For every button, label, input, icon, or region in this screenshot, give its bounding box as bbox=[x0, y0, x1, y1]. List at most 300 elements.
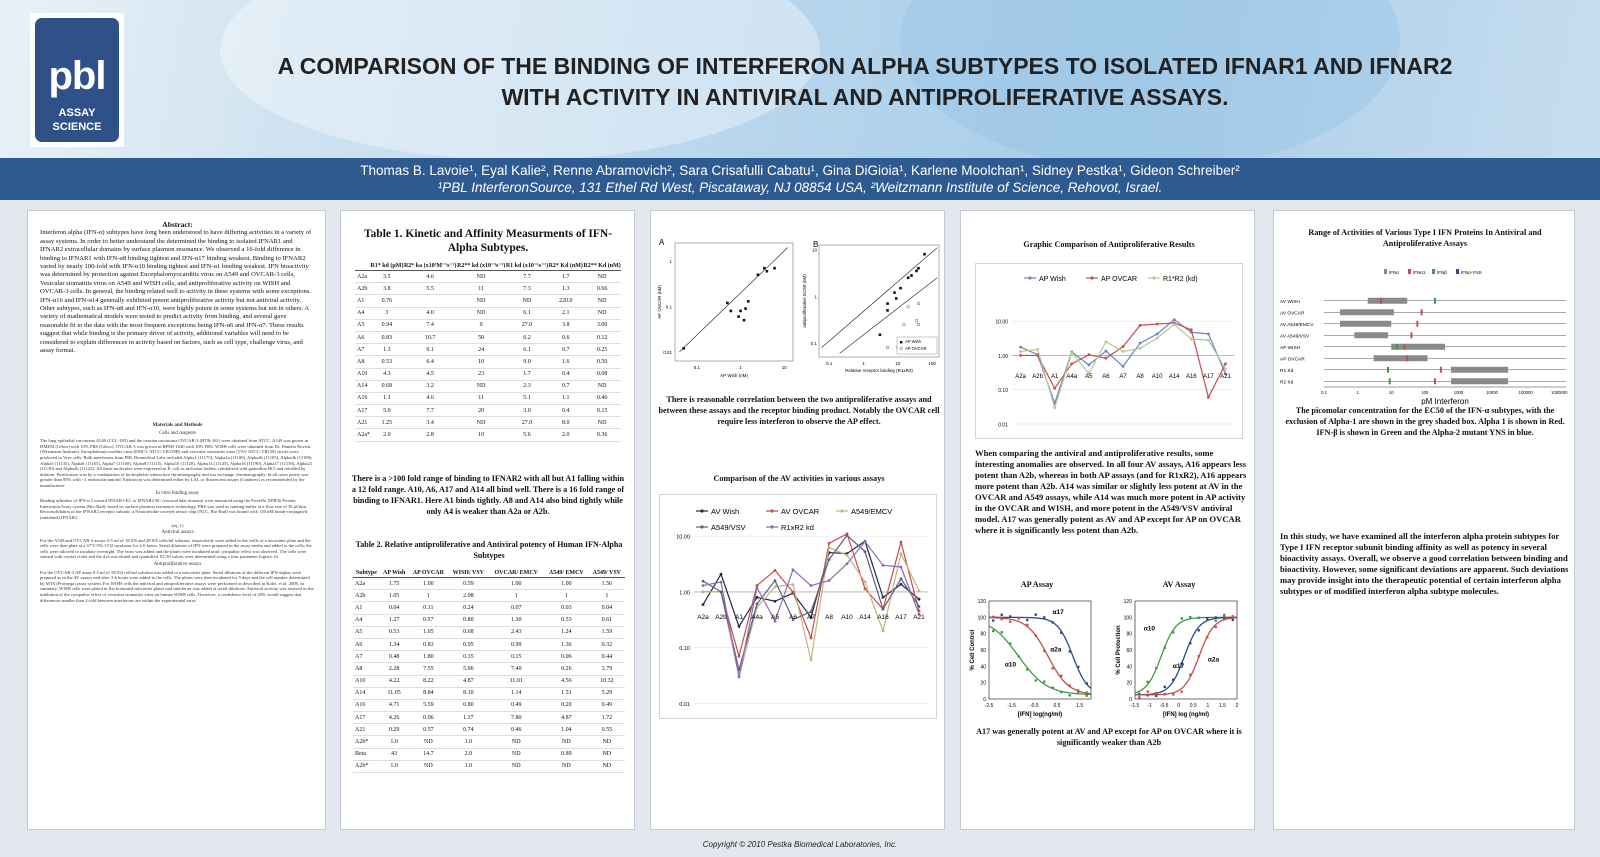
range-marker bbox=[1406, 355, 1408, 361]
x-tick-label: -0.5 bbox=[1030, 703, 1039, 709]
data-point bbox=[1190, 328, 1193, 331]
table2-cell: 0.55 bbox=[589, 724, 625, 736]
scatter-caption: There is reasonable correlation between the two antiproliferative assays and between these assays and the receptor binding product. Notably the OVCAR cell require less interferon to observe the AP effect. bbox=[658, 395, 940, 426]
table2-cell: 0.03 bbox=[544, 602, 589, 614]
data-point bbox=[744, 307, 747, 310]
table2-cell: A4 bbox=[353, 614, 380, 626]
table1-cell: 4.6 bbox=[404, 271, 457, 283]
logo-text: pbl bbox=[48, 54, 106, 98]
curve-label: α17 bbox=[1172, 662, 1185, 670]
table2-cell: A17 bbox=[353, 712, 380, 724]
ap-comparison-chart bbox=[976, 264, 1242, 438]
range-bar bbox=[1451, 378, 1508, 384]
data-point bbox=[1173, 318, 1176, 321]
title-line-2: WITH ACTIVITY IN ANTIVIRAL AND ANTIPROLIFERATIVE ASSAYS. bbox=[501, 84, 1229, 110]
table1-cell: 0.25 bbox=[583, 344, 621, 356]
scatter-chart-b bbox=[799, 233, 944, 383]
table2-cell: 11.05 bbox=[380, 687, 409, 699]
data-point bbox=[1009, 621, 1011, 623]
table2-cell: 6.26 bbox=[544, 663, 589, 675]
methods-paragraph: For the OVCAR-3 AP assay 0.5 ml of 1E104 cell/ml solution was added to a microtiter plate. Serial dilutions of the different IFN-alphas were prepared as in the AV assays and after 3-6 hours were added to the cells. The plates were then incubated for 5 days and the cell number determined by MTS (Promega) assay system. For WISH cells the antiviral and antiproliferative assays were performed as described in Kalie, et al. 2008. In summary, WISH cells were plated in flat bottomed microtiter plates and interferon was added at serial dilutions. Antiviral activity was assayed as the inhibition of the cytopathic effect of vesicular stomatitis virus on human WISH cells. Therefore, a confidence level of 20% would suggest that differences smaller than 2-fold between interferons are within the experimental error. bbox=[40, 569, 314, 603]
data-point bbox=[1224, 368, 1227, 371]
table1-cell: 2.3 bbox=[506, 380, 549, 392]
data-point bbox=[828, 542, 831, 545]
table2-cell: 0.74 bbox=[448, 724, 488, 736]
table1-cell: 2.0 bbox=[370, 429, 403, 441]
table1-cell: 220.0 bbox=[548, 295, 583, 307]
table1-row bbox=[355, 405, 621, 417]
table1-caption: There is a >100 fold range of binding to IFNAR2 with all but A1 falling within a 12 fold range. A10, A6, A17 and A14 all bind well. There is a 16 fold range of binding to IFNAR1. Here A1 binds tightly. A8 and A14 also bind tightly while only A4 is weaker than A2a or A2b. bbox=[351, 474, 625, 516]
table2-cell: 7.40 bbox=[488, 663, 544, 675]
data-point bbox=[1207, 332, 1210, 335]
data-point bbox=[1019, 354, 1022, 357]
category-label: A14 bbox=[1168, 374, 1180, 380]
x-tick-label: 1000 bbox=[1453, 390, 1464, 395]
table1-cell: ND bbox=[457, 307, 506, 319]
data-point bbox=[1035, 634, 1037, 636]
data-point bbox=[1035, 679, 1037, 681]
data-point bbox=[737, 315, 740, 318]
x-axis-label: AP Wish (nM) bbox=[720, 373, 748, 378]
data-point bbox=[1026, 668, 1028, 670]
data-point bbox=[1147, 681, 1149, 683]
y-tick-label: 80 bbox=[980, 631, 986, 638]
data-point bbox=[1181, 617, 1183, 619]
y-tick-label: 20 bbox=[980, 680, 986, 687]
table2-cell: 1.00 bbox=[544, 578, 589, 590]
table1-cell: ND bbox=[506, 295, 549, 307]
data-point bbox=[1026, 624, 1028, 626]
data-point bbox=[1164, 693, 1166, 695]
data-point bbox=[864, 587, 867, 590]
x-tick-label: 0.5 bbox=[1189, 703, 1197, 709]
legend-label: IFNα bbox=[1389, 270, 1399, 275]
category-label: A2a bbox=[1015, 374, 1026, 380]
data-point bbox=[756, 602, 759, 605]
x-tick-label: 100 bbox=[928, 361, 936, 366]
table2-cell: 1.0 bbox=[380, 760, 409, 772]
data-point bbox=[1139, 347, 1142, 350]
table1-cell: 0.94 bbox=[370, 319, 403, 331]
antiproliferative-panel bbox=[960, 210, 1255, 830]
data-point bbox=[1077, 666, 1079, 668]
table2-cell: 0.57 bbox=[408, 724, 448, 736]
y-axis-label: % Cell Protection bbox=[1116, 625, 1122, 675]
table1-header-cell: R2* ka (x10⁵M⁻¹s⁻¹) bbox=[403, 263, 457, 269]
av-comparison-chart bbox=[660, 495, 936, 718]
table1-row bbox=[355, 283, 621, 295]
table1-cell: 4.0 bbox=[404, 307, 457, 319]
data-point bbox=[1206, 617, 1208, 619]
table1-cell: ND bbox=[583, 295, 621, 307]
table1-cell: A5 bbox=[355, 319, 370, 331]
range-chart bbox=[1276, 259, 1574, 407]
y-tick-label: 0.01 bbox=[679, 701, 690, 708]
x-tick-label: -1 bbox=[1147, 703, 1152, 709]
y-tick-label: 0.10 bbox=[679, 646, 690, 653]
authors-bar bbox=[0, 158, 1600, 200]
legend-marker bbox=[700, 509, 703, 512]
table2-cell: A16 bbox=[353, 699, 380, 711]
table1-cell: 1.7 bbox=[506, 368, 549, 380]
table2-header-cell: AP Wish bbox=[380, 569, 409, 578]
av-assay-curve-chart bbox=[1111, 589, 1251, 719]
table2-cell: 1.80 bbox=[408, 651, 448, 663]
data-point bbox=[720, 573, 723, 576]
table2-cell: 0.83 bbox=[408, 638, 448, 650]
data-point bbox=[1069, 694, 1071, 696]
ap-ovcar-point bbox=[902, 323, 905, 326]
category-label: A17 bbox=[895, 614, 907, 621]
range-bar bbox=[1368, 298, 1408, 304]
x-axis-label: [IFN] log (ng/ml) bbox=[1163, 712, 1209, 718]
data-point bbox=[1060, 675, 1062, 677]
table2-cell: 0.07 bbox=[488, 602, 544, 614]
table2-cell: 5.06 bbox=[448, 663, 488, 675]
data-point bbox=[1215, 616, 1217, 618]
table2-row bbox=[353, 614, 625, 626]
table1-cell: 24 bbox=[457, 344, 506, 356]
data-point bbox=[1069, 685, 1071, 687]
methods bbox=[40, 421, 315, 605]
table2-cell: 1.72 bbox=[589, 712, 625, 724]
table2-cell: ND bbox=[589, 736, 625, 748]
data-point bbox=[810, 659, 813, 662]
table1-cell: ND bbox=[583, 417, 621, 429]
category-label: A7 bbox=[807, 614, 815, 621]
trend-line bbox=[679, 247, 787, 351]
table1-row bbox=[355, 295, 621, 307]
table2-cell: A2b* bbox=[353, 736, 380, 748]
y-tick-label: 40 bbox=[980, 664, 986, 671]
range-bar bbox=[1391, 344, 1445, 350]
table2-row bbox=[353, 712, 625, 724]
category-label: A6 bbox=[1102, 374, 1110, 380]
table2-cell: 1.0 bbox=[448, 760, 488, 772]
table1-cell: 0.6 bbox=[548, 331, 583, 343]
table1-cell: 1.6 bbox=[548, 356, 583, 368]
table1-cell: 4.6 bbox=[404, 392, 457, 404]
data-point bbox=[702, 580, 705, 583]
table1-cell: 1.1 bbox=[548, 392, 583, 404]
table2-cell: 0.99 bbox=[488, 638, 544, 650]
legend-label: IFNβ bbox=[1437, 270, 1447, 275]
y-tick-label: 120 bbox=[1123, 599, 1132, 605]
table1-cell: 1.1 bbox=[370, 392, 403, 404]
table1-cell: 0.36 bbox=[583, 429, 621, 441]
data-point bbox=[1172, 678, 1174, 680]
table2-cell: 1.05 bbox=[380, 590, 409, 602]
data-point bbox=[828, 579, 831, 582]
ap-assay-curve-chart bbox=[965, 589, 1105, 719]
table2-row bbox=[353, 736, 625, 748]
methods-sub-antiproliferative: Antiproliferative assays bbox=[153, 562, 202, 568]
table1-row bbox=[355, 319, 621, 331]
table1-cell: 11 bbox=[457, 392, 506, 404]
data-point bbox=[763, 267, 766, 270]
table2-cell: 0.06 bbox=[408, 712, 448, 724]
category-label: AV WISH bbox=[1280, 299, 1300, 305]
legend-marker bbox=[1028, 276, 1031, 279]
data-point bbox=[774, 569, 777, 572]
x-tick-label: -2.5 bbox=[984, 703, 994, 709]
x-tick-label: 1000000 bbox=[1551, 390, 1568, 395]
data-point bbox=[810, 584, 813, 587]
table2-cell: 4.22 bbox=[380, 675, 409, 687]
data-point bbox=[756, 596, 759, 599]
category-label: A14 bbox=[859, 614, 871, 621]
table1-cell: 0.7 bbox=[548, 380, 583, 392]
table1-cell: ND bbox=[583, 380, 621, 392]
table2-cell: 2.08 bbox=[448, 590, 488, 602]
table1-cell: ND bbox=[457, 380, 506, 392]
ap-ovcar-point bbox=[917, 323, 920, 326]
data-point bbox=[1001, 618, 1003, 620]
table1-cell: 1.3 bbox=[370, 344, 403, 356]
legend-label: AP Wish bbox=[905, 339, 921, 344]
table2-cell: 2.43 bbox=[488, 626, 544, 638]
table1-row bbox=[355, 417, 621, 429]
data-point bbox=[846, 562, 849, 565]
poster-header bbox=[0, 0, 1600, 158]
av-chart-frame bbox=[659, 494, 937, 719]
dose-response-curve bbox=[989, 617, 1091, 688]
table2-cell: 7.80 bbox=[488, 712, 544, 724]
av-assay-title: AV Assay bbox=[1162, 580, 1196, 589]
table2-cell: 1.51 bbox=[544, 687, 589, 699]
table1-cell: 0.15 bbox=[583, 405, 621, 417]
poster-title bbox=[160, 51, 1570, 113]
ap-ovcar-point bbox=[917, 302, 920, 305]
y-tick-label: 0.01 bbox=[663, 349, 672, 355]
table1-cell: 9.0 bbox=[506, 356, 549, 368]
table2-cell: A2a bbox=[353, 578, 380, 590]
data-point bbox=[1043, 680, 1045, 682]
table1-header-cell: R2** kd (x10⁻³s⁻¹) bbox=[457, 263, 506, 269]
data-point bbox=[1164, 647, 1166, 649]
y-tick-label: 0.10 bbox=[998, 388, 1008, 395]
table2-cell: 0.29 bbox=[380, 724, 409, 736]
data-point bbox=[882, 564, 885, 567]
table2-row bbox=[353, 663, 625, 675]
table2-header-cell: A549/ VSV bbox=[589, 569, 625, 578]
table2-cell: A21 bbox=[353, 724, 380, 736]
data-point bbox=[1026, 619, 1028, 621]
ap-wish-point bbox=[910, 274, 913, 277]
data-point bbox=[743, 319, 746, 322]
data-point bbox=[792, 568, 795, 571]
table2-cell: 4.71 bbox=[380, 699, 409, 711]
table2-row bbox=[353, 748, 625, 760]
y-tick-label: 10.00 bbox=[995, 319, 1008, 326]
data-point bbox=[1156, 323, 1159, 326]
table2-cell: 0.49 bbox=[589, 699, 625, 711]
data-point bbox=[1198, 629, 1200, 631]
data-point bbox=[1190, 338, 1193, 341]
legend-marker bbox=[840, 509, 843, 512]
table2-cell: A2b bbox=[353, 590, 380, 602]
data-point bbox=[900, 552, 903, 555]
x-tick-label: 1 bbox=[862, 361, 865, 366]
table2-cell: 4.87 bbox=[448, 675, 488, 687]
data-point bbox=[682, 347, 685, 350]
x-tick-label: 1 bbox=[739, 365, 742, 370]
table1-header-cell: R1* kd (μM) bbox=[370, 262, 404, 269]
data-point bbox=[1070, 351, 1073, 354]
table1-row bbox=[355, 271, 621, 283]
category-label: A2b bbox=[1032, 374, 1043, 380]
table2-cell: 2.0 bbox=[448, 748, 488, 760]
legend-label: A549/EMCV bbox=[851, 507, 893, 516]
table1-cell: 4.5 bbox=[404, 368, 457, 380]
data-point bbox=[900, 566, 903, 569]
table1-cell: 10.7 bbox=[404, 331, 457, 343]
data-point bbox=[720, 591, 723, 594]
pbl-logo bbox=[30, 13, 124, 147]
table1-block bbox=[355, 227, 621, 442]
data-point bbox=[757, 274, 760, 277]
table1-header-cell: R2** Kd (nM) bbox=[583, 262, 621, 269]
comparison-text: When comparing the antiviral and antiproliferative results, some interesting anomalies are observed. In all four AV assays, A16 appears less potent than A2b, whereas in both AP assays (and for R1xR2), A16 appears more potent than A2b. A14 was similar or slightly less potent at AV in the OVCAR and A549 assays, while A14 was much more potent in AP activity in the OVCAR and WISH, and more potent in the A549/VSV antiviral model. A17 was generally potent as AV and AP except for AP on OVCAR where it is significantly less potent than A2b. bbox=[975, 448, 1247, 535]
data-point bbox=[1155, 667, 1157, 669]
table2-cell: ND bbox=[589, 760, 625, 772]
table2-cell: 1.00 bbox=[408, 578, 448, 590]
ap-wish-point bbox=[915, 270, 918, 273]
data-point bbox=[864, 550, 867, 553]
ap-chart-frame bbox=[975, 263, 1243, 439]
table2-cell: A8 bbox=[353, 663, 380, 675]
data-point bbox=[1122, 365, 1125, 368]
y-tick-label: 20 bbox=[1126, 680, 1132, 687]
y-tick-label: 60 bbox=[1126, 648, 1132, 654]
table1-cell: 0.53 bbox=[370, 356, 403, 368]
category-label: R1 Kd bbox=[1280, 368, 1294, 374]
series-line bbox=[1021, 320, 1226, 404]
data-point bbox=[702, 603, 705, 606]
table2-cell: A5 bbox=[353, 626, 380, 638]
dose-response-curve bbox=[989, 618, 1091, 694]
table1-cell: ND bbox=[457, 295, 506, 307]
table1-title: Table 1. Kinetic and Affinity Measurments of IFN-Alpha Subtypes. bbox=[363, 228, 613, 254]
table2-cell: 5.59 bbox=[408, 699, 448, 711]
data-point bbox=[1122, 345, 1125, 348]
copyright: Copyright © 2010 Pestka Biomedical Laboratories, Inc. bbox=[702, 840, 898, 849]
data-point bbox=[1053, 387, 1056, 390]
table1-cell: 4.3 bbox=[370, 368, 403, 380]
table1-cell: 0.08 bbox=[583, 368, 621, 380]
table2-cell: 0.80 bbox=[448, 614, 488, 626]
table2-cell: 0.11 bbox=[408, 602, 448, 614]
x-tick-label: 2 bbox=[1235, 703, 1239, 709]
legend-marker bbox=[1384, 269, 1387, 274]
table1-cell: 0.68 bbox=[370, 380, 403, 392]
data-point bbox=[1070, 362, 1073, 365]
data-point bbox=[1156, 337, 1159, 340]
table1-cell: 2.0 bbox=[548, 429, 583, 441]
range-bar bbox=[1340, 309, 1394, 315]
table2-cell: 0.06 bbox=[544, 651, 589, 663]
legend-marker bbox=[1408, 269, 1411, 274]
legend-label: AP OVCAR bbox=[1101, 276, 1138, 283]
data-point bbox=[1086, 691, 1088, 693]
curve-label: α17 bbox=[1052, 609, 1064, 617]
table2-header-cell: OVCAR/ EMCV bbox=[488, 569, 544, 578]
y-tick-label: 0.01 bbox=[998, 422, 1008, 429]
data-point bbox=[1189, 616, 1191, 618]
table2-cell: 7.55 bbox=[408, 663, 448, 675]
data-point bbox=[774, 579, 777, 582]
range-marker bbox=[1380, 298, 1382, 304]
table1-cell: 3.2 bbox=[404, 380, 457, 392]
table1-cell: 3.8 bbox=[370, 283, 403, 295]
table2-cell: 1.0 bbox=[448, 736, 488, 748]
data-point bbox=[1232, 615, 1234, 617]
data-point bbox=[739, 310, 742, 313]
y-tick-label: 10 bbox=[811, 247, 817, 253]
table1-cell: 1.3 bbox=[548, 283, 583, 295]
table2-cell: ND bbox=[544, 760, 589, 772]
data-point bbox=[1053, 406, 1056, 409]
range-marker bbox=[1416, 321, 1418, 327]
legend-marker bbox=[1432, 269, 1435, 274]
table1-cell: 7.4 bbox=[404, 319, 457, 331]
curve-label: α2a bbox=[1207, 656, 1220, 664]
data-point bbox=[738, 675, 741, 678]
table2-cell: 0.04 bbox=[589, 602, 625, 614]
legend-label: A549/VSV bbox=[711, 523, 746, 532]
data-point bbox=[1086, 682, 1088, 684]
table2-cell: 43 bbox=[380, 748, 409, 760]
methods-sub-antiviral: Antiviral assays bbox=[161, 530, 194, 536]
x-tick-label: 1 bbox=[1356, 390, 1359, 395]
data-point bbox=[810, 636, 813, 639]
legend-marker bbox=[1456, 269, 1459, 274]
data-point bbox=[730, 310, 733, 313]
x-axis-label: [IFN] log(ng/ml) bbox=[1017, 712, 1063, 718]
table1-row bbox=[355, 307, 621, 319]
table2-cell: A14 bbox=[353, 687, 380, 699]
tables-panel bbox=[340, 210, 635, 830]
data-point bbox=[1087, 363, 1090, 366]
data-point bbox=[1189, 642, 1191, 644]
data-point bbox=[702, 591, 705, 594]
data-point bbox=[1155, 692, 1157, 694]
category-label: A17 bbox=[1203, 374, 1214, 380]
logo-subtitle-2: SCIENCE bbox=[52, 121, 102, 133]
table2-cell: 1.27 bbox=[380, 614, 409, 626]
legend-label: AP OVCAR bbox=[905, 346, 927, 351]
table2 bbox=[353, 569, 625, 773]
y-tick-label: 1 bbox=[669, 259, 672, 265]
table1-cell: 6.2 bbox=[506, 331, 549, 343]
category-label: A4a bbox=[751, 614, 763, 621]
data-point bbox=[992, 630, 994, 632]
data-point bbox=[1105, 357, 1108, 360]
table2-cell: A7 bbox=[353, 651, 380, 663]
table1-cell: A10 bbox=[355, 368, 370, 380]
table2-header-cell: Subtype bbox=[353, 569, 380, 578]
category-label: AV OVCAR bbox=[1280, 311, 1305, 317]
x-tick-label: 100 bbox=[1421, 390, 1429, 395]
legend-label: IFNα1 bbox=[1413, 270, 1426, 275]
table1-cell: A8 bbox=[355, 356, 370, 368]
table1-cell: 0.76 bbox=[370, 295, 403, 307]
data-point bbox=[992, 619, 994, 621]
range-caption: The picomolar concentration for the EC50 of the IFN-α subtypes, with the exclusion of Alpha-1 are shown in the grey shaded box. Alpha 1 is shown in Red. IFN-β is shown in Green and the Alpha-2 mutant YNS in blue. bbox=[1285, 406, 1565, 437]
table2-cell: 1.59 bbox=[589, 626, 625, 638]
data-point bbox=[738, 625, 741, 628]
data-point bbox=[1019, 350, 1022, 353]
